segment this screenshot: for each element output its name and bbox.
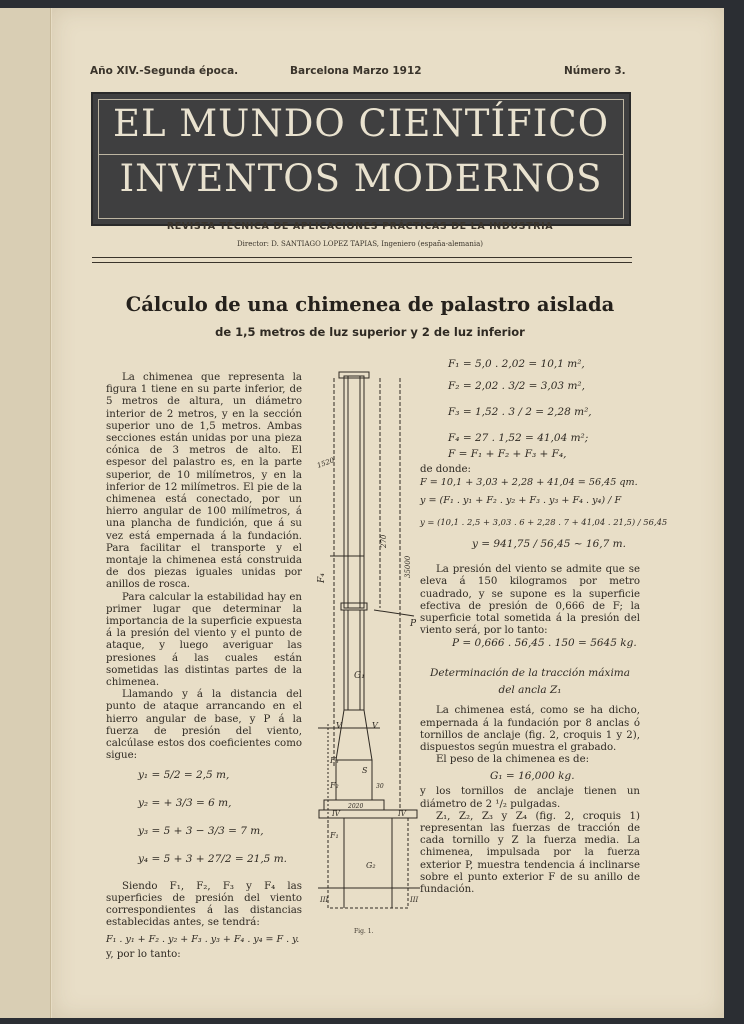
director-line: Director: D. SANTIAGO LOPEZ TAPIAS, Ingeniero (españa-alemania) <box>237 240 483 248</box>
left-column <box>106 372 302 962</box>
paragraph: y los tornillos de anclaje tienen un diámetro de 2 ¹/₂ pulgadas. <box>420 786 640 810</box>
equation-y3: y₃ = 5 + 3 − 3/3 = 7 m, <box>138 824 264 837</box>
section-heading-line-2: del ancla Z₁ <box>498 684 562 697</box>
equation-g: G₁ = 16,000 kg. <box>490 770 575 783</box>
equation-f2: F₂ = 2,02 . 3/2 = 3,03 m², <box>448 380 585 392</box>
label-iv-left: IV <box>332 810 340 818</box>
equation-f3: F₃ = 1,52 . 3 / 2 = 2,28 m², <box>448 406 592 418</box>
label-f2: F₂ <box>330 781 339 790</box>
paragraph: de donde: <box>420 464 471 475</box>
chimney-joint-ring <box>341 603 367 610</box>
paragraph: La chimenea está, como se ha dicho, empernada á la fundación por 8 anclas ó tornillos de anclaje (fig. 2, croquis 1 y 2), dispuestos según muestra el grabado. <box>420 705 640 754</box>
label-p: P <box>410 619 417 629</box>
equation-f4: F₄ = 27 . 1,52 = 41,04 m²; <box>448 432 589 444</box>
paragraph: Llamando y á la distancia del punto de ataque arrancando en el hierro angular de base, y P á la fuerza de presión del viento, calcúlase estos dos coeficientes como sigue: <box>106 689 302 762</box>
equation-y1: y₁ = 5/2 = 2,5 m, <box>138 768 230 781</box>
label-v-left: V <box>336 721 342 730</box>
label-upper-height: 270 <box>380 534 388 548</box>
chimney-figure <box>314 368 426 928</box>
paragraph: y, por lo tanto: <box>106 949 181 961</box>
masthead-line-2: INVENTOS MODERNOS <box>119 157 603 200</box>
paragraph: Para calcular la estabilidad hay en primer lugar que determinar la importancia de la superficie expuesta á la presión del viento y el punto de ataque, y luego averiguar las presiones á las cuales están sometidas las distintas partes de la chimenea. <box>106 591 302 689</box>
label-top-diameter: 1520 <box>315 456 336 470</box>
article-subtitle: de 1,5 metros de luz superior y 2 de luz inferior <box>215 325 525 339</box>
masthead <box>91 92 631 226</box>
label-f1: F₁ <box>330 831 339 840</box>
equation-y-formula: y = (F₁ . y₁ + F₂ . y₂ + F₃ . y₃ + F₄ . y₄) / F <box>420 495 622 507</box>
header-rule-thin <box>92 262 632 263</box>
equation-y-values: y = (10,1 . 2,5 + 3,03 . 6 + 2,28 . 7 + 41,04 . 21,5) / 56,45 <box>420 517 668 528</box>
label-total-height: 35000 <box>404 555 412 578</box>
equation-f-total: F = 10,1 + 3,03 + 2,28 + 41,04 = 56,45 qm. <box>420 477 638 489</box>
label-iii-right: III <box>410 896 419 904</box>
right-column <box>420 358 668 896</box>
equation-y2: y₂ = + 3/3 = 6 m, <box>138 796 232 809</box>
journal-subtitle: REVISTA TÉCNICA DE APLICACIONES PRÁCTICAS DE LA INDUSTRIA <box>166 221 554 232</box>
section-heading-line-1: Determinación de la tracción máxima <box>429 667 631 680</box>
chimney-cone <box>336 710 372 760</box>
label-f4: F₄ <box>317 573 327 583</box>
paragraph: Z₁, Z₂, Z₃ y Z₄ (fig. 2, croquis 1) representan las fuerzas de tracción de cada tornillo y Z la fuerza media. La chimenea, impulsada por la fuerza exterior P, muestra tendencia á inclinarse sobre el punto exterior F de su anillo de fundación. <box>420 810 640 896</box>
header-rule <box>92 257 632 258</box>
issue-number: Número 3. <box>564 65 626 77</box>
label-iv-right: IV <box>398 810 406 818</box>
label-mid: 2020 <box>348 803 364 810</box>
label-iii-left: III <box>320 896 329 904</box>
paragraph: Siendo F₁, F₂, F₃ y F₄ las superficies de presión del viento correspondientes á las distancias establecidas antes, se tendrá: <box>106 880 302 929</box>
figure-caption: Fig. 1. <box>354 928 374 935</box>
label-f3: F₃ <box>330 756 339 765</box>
equation-y4: y₄ = 5 + 3 + 27/2 = 21,5 m. <box>138 852 287 865</box>
label-g1: G₁ <box>354 671 365 681</box>
label-low: 30 <box>376 783 384 790</box>
label-g2: G₂ <box>366 861 376 870</box>
equation-f: F = F₁ + F₂ + F₃ + F₄, <box>448 448 567 460</box>
binding-edge <box>0 8 51 1018</box>
paragraph: La chimenea que representa la figura 1 tiene en su parte inferior, de 5 metros de altura, un diámetro interior de 2 metros, y en la sección superior uno de 1,5 metros. Ambas secciones están unidas por una pieza cónica de 3 metros de alto. El espesor del palastro es, en la parte superior, de 10 milímetros, y en la inferior de 12 milímetros. El pie de la chimenea está conectado, por un hierro angular de 100 milímetros, á una plancha de fundición, que á su vez está empernada á la fundación. Para facilitar el transporte y el montaje la chimenea está construida de dos piezas iguales unidas por anillos de rosca. <box>106 372 302 591</box>
chimney-upper-shaft <box>344 376 364 608</box>
issue-year: Año XIV.-Segunda época. <box>90 65 239 77</box>
paragraph: El peso de la chimenea es de: <box>436 754 590 766</box>
equation-sum: F₁ . y₁ + F₂ . y₂ + F₃ . y₃ + F₄ . y₄ = F . y. <box>106 934 300 946</box>
equation-p: P = 0,666 . 56,45 . 150 = 5645 kg. <box>452 637 637 650</box>
equation-f1: F₁ = 5,0 . 2,02 = 10,1 m², <box>448 358 585 370</box>
masthead-divider <box>98 154 624 155</box>
issue-date: Barcelona Marzo 1912 <box>290 65 422 77</box>
equation-group <box>138 769 302 881</box>
label-v-right: V <box>372 721 378 730</box>
equation-y-result: y = 941,75 / 56,45 ~ 16,7 m. <box>472 538 626 551</box>
paragraph: La presión del viento se admite que se eleva á 150 kilogramos por metro cuadrado, y se supone es la superficie efectiva de presión de 0,666 de F; la superficie total sometida á la presión del viento será, por lo tanto: <box>420 564 640 637</box>
masthead-line-1: EL MUNDO CIENTÍFICO <box>112 102 610 145</box>
article-title: Cálculo de una chimenea de palastro aislada <box>125 293 615 316</box>
label-s: S <box>362 766 368 775</box>
